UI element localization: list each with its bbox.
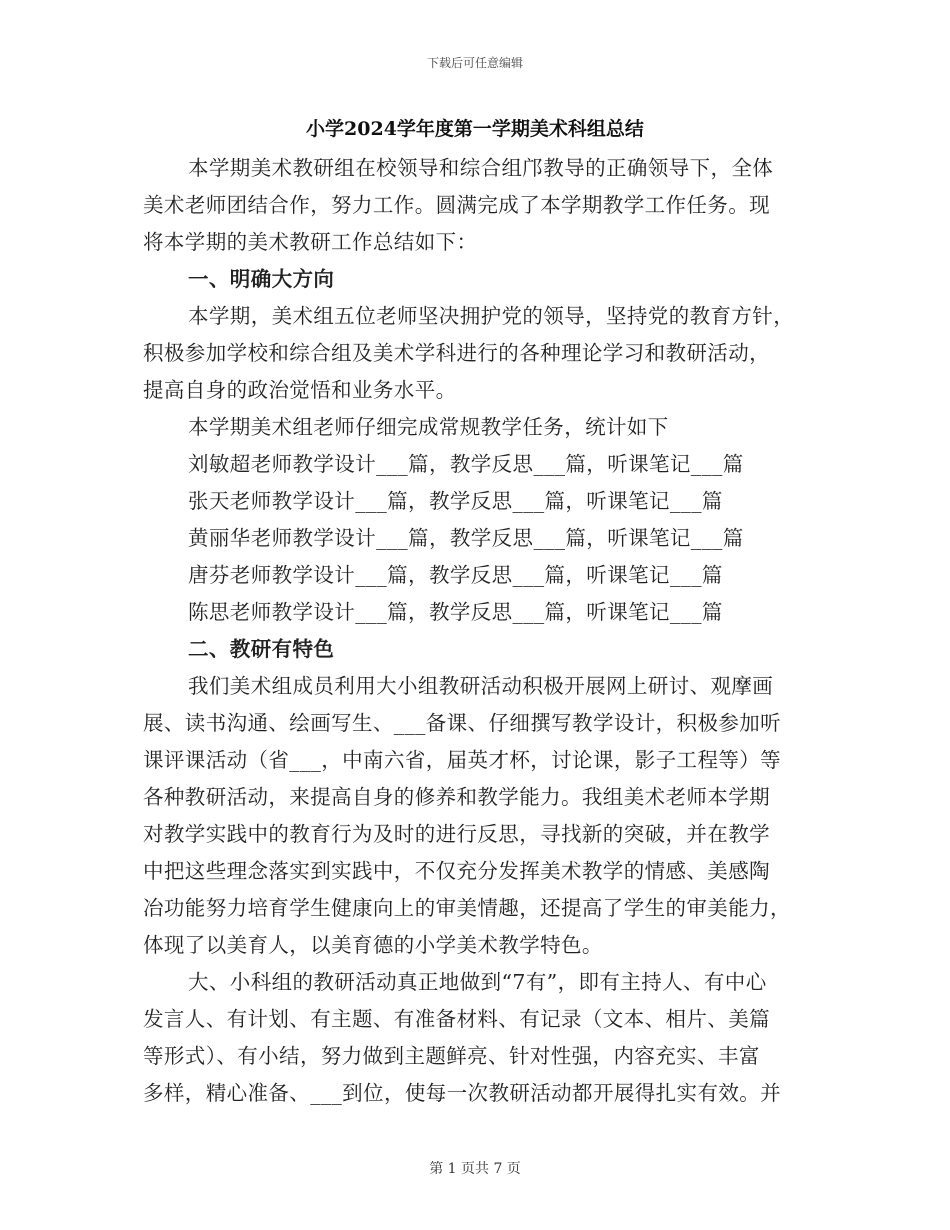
document-title: 小学2024学年度第一学期美术科组总结 — [306, 118, 644, 140]
paragraph-line: 多样，精心准备、___到位，使每一次教研活动都开展得扎实有效。并 — [143, 1081, 782, 1105]
paragraph-line: 展、读书沟通、绘画写生、___备课、仔细撰写教学设计，积极参加听 — [143, 711, 782, 735]
section-heading: 一、明确大方向 — [188, 267, 335, 291]
paragraph-line: 张天老师教学设计___篇，教学反思___篇，听课笔记___篇 — [188, 489, 723, 513]
paragraph-line: 体现了以美育人，以美育德的小学美术教学特色。 — [143, 933, 603, 957]
paragraph-line: 我们美术组成员利用大小组教研活动积极开展网上研讨、观摩画 — [188, 674, 774, 698]
paragraph-line: 将本学期的美术教研工作总结如下： — [143, 230, 478, 254]
page-number: 第 1 页共 7 页 — [429, 1161, 521, 1177]
section-heading: 二、教研有特色 — [188, 637, 335, 661]
paragraph-line: 对教学实践中的教育行为及时的进行反思，寻找新的突破，并在教学 — [143, 822, 770, 846]
paragraph-line: 课评课活动（省___，中南六省，届英才杯，讨论课，影子工程等）等 — [143, 748, 782, 772]
paragraph-line: 刘敏超老师教学设计___篇，教学反思___篇，听课笔记___篇 — [188, 452, 744, 476]
paragraph-line: 大、小科组的教研活动真正地做到“7有”，即有主持人、有中心 — [188, 970, 767, 994]
paragraph-line: 各种教研活动，来提高自身的修养和教学能力。我组美术老师本学期 — [143, 785, 770, 809]
paragraph-line: 黄丽华老师教学设计___篇，教学反思___篇，听课笔记___篇 — [188, 526, 744, 550]
document-body — [143, 150, 815, 1112]
paragraph-line: 本学期美术教研组在校领导和综合组邝教导的正确领导下，全体 — [188, 156, 774, 180]
paragraph-line: 积极参加学校和综合组及美术学科进行的各种理论学习和教研活动， — [143, 341, 770, 365]
paragraph-line: 提高自身的政治觉悟和业务水平。 — [143, 378, 457, 402]
paragraph-line: 本学期，美术组五位老师坚决拥护党的领导，坚持党的教育方针， — [188, 304, 795, 328]
paragraph-line: 冶功能努力培育学生健康向上的审美情趣，还提高了学生的审美能力， — [143, 896, 791, 920]
paragraph-line: 陈思老师教学设计___篇，教学反思___篇，听课笔记___篇 — [188, 600, 723, 624]
paragraph-line: 等形式）、有小结，努力做到主题鲜亮、针对性强，内容充实、丰富 — [143, 1044, 760, 1068]
page-header-note: 下载后可任意编辑 — [426, 56, 523, 70]
paragraph-line: 中把这些理念落实到实践中，不仅充分发挥美术教学的情感、美感陶 — [143, 859, 770, 883]
paragraph-line: 本学期美术组老师仔细完成常规教学任务，统计如下 — [188, 415, 669, 439]
paragraph-line: 美术老师团结合作，努力工作。圆满完成了本学期教学工作任务。现 — [143, 193, 770, 217]
paragraph-line: 唐芬老师教学设计___篇，教学反思___篇，听课笔记___篇 — [188, 563, 723, 587]
paragraph-line: 发言人、有计划、有主题、有准备材料、有记录（文本、相片、美篇 — [143, 1007, 770, 1031]
